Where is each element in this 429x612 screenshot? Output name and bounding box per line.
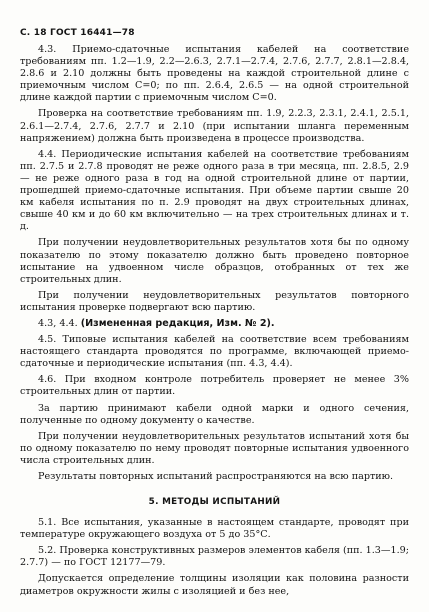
- paragraph-4-6: 4.6. При входном контроле потребитель проверяет не менее 3% строительных длин от партии.: [20, 374, 409, 398]
- paragraph-4-4: 4.4. Периодические испытания кабелей на соответствие требованиям пп. 2.7.5 и 2.7.8 проводят не реже одного раза в три месяца, пп. 2.8.5, 2.9 — не реже одного раза в год на одной строительной длине от партии, прошедшей приемо-сдаточные испытания. При объеме партии свыше 20 км кабеля испытания по п. 2.9 проводят на двух строительных длинах, свыше 40 км и до 60 км включительно — на трех строительных длинах и т. д.: [20, 148, 409, 233]
- paragraph-4-3: 4.3. Приемо-сдаточные испытания кабелей на соответствие требованиям пп. 1.2—1.9, 2.2—2.6.3, 2.7.1—2.7.4, 2.7.6, 2.7.7, 2.8.1—2.8.4, 2.8.6 и 2.10 должны быть проведены на каждой строительной длине с приемочным числом С=0; по пп. 2.6.4, 2.6.5 — на одной строительной длине каждой партии с приемочным числом С=0.: [20, 44, 409, 104]
- paragraph-5-2: 5.2. Проверка конструктивных размеров элементов кабеля (пп. 1.3—1.9; 2.7.7) — по ГОСТ 12177—79.: [20, 545, 409, 569]
- paragraph-check: Проверка на соответствие требованиям пп. 1.9, 2.2.3, 2.3.1, 2.4.1, 2.5.1, 2.6.1—2.7.4, 2.7.6, 2.7.7 и 2.10 (при испытании шланга переменным напряжением) должна быть произведена в процессе производства.: [20, 108, 409, 144]
- amendment-note: [20, 318, 409, 330]
- page-header: С. 18 ГОСТ 16441—78: [20, 28, 135, 38]
- amendment-bold: (Измененная редакция, Изм. № 2).: [80, 317, 275, 329]
- paragraph-allowance: Допускается определение толщины изоляции как половина разности диаметров окружности жилы с изоляцией и без нее,: [20, 573, 409, 597]
- paragraph-batch: За партию принимают кабели одной марки и одного сечения, полученные по одному документу о качестве.: [20, 402, 409, 426]
- paragraph-repeat: Результаты повторных испытаний распространяются на всю партию.: [38, 471, 394, 482]
- paragraph-5-1: 5.1. Все испытания, указанные в настоящем стандарте, проводят при температуре окружающего воздуха от 5 до 35°С.: [20, 517, 409, 541]
- amendment-prefix: 4.3, 4.4.: [38, 317, 81, 329]
- section-title: 5. МЕТОДЫ ИСПЫТАНИЙ: [148, 497, 281, 508]
- paragraph-unsatisfactory-1: При получении неудовлетворительных результатов хотя бы по одному показателю по этому показателю должно быть проведено повторное испытание на удвоенном числе образцов, отобранных от тех же строительных длин.: [20, 237, 409, 285]
- paragraph-unsatisfactory-2: При получении неудовлетворительных результатов повторного испытания проверке подвергают всю партию.: [20, 289, 409, 313]
- paragraph-unsatisfactory-3: При получении неудовлетворительных результатов испытаний хотя бы по одному показателю по нему проводят повторные испытания удвоенного числа строительных длин.: [20, 430, 409, 466]
- paragraph-4-5: 4.5. Типовые испытания кабелей на соответствие всем требованиям настоящего стандарта проводятся по программе, включающей приемо-сдаточные и периодические испытания (пп. 4.3, 4.4).: [20, 334, 409, 370]
